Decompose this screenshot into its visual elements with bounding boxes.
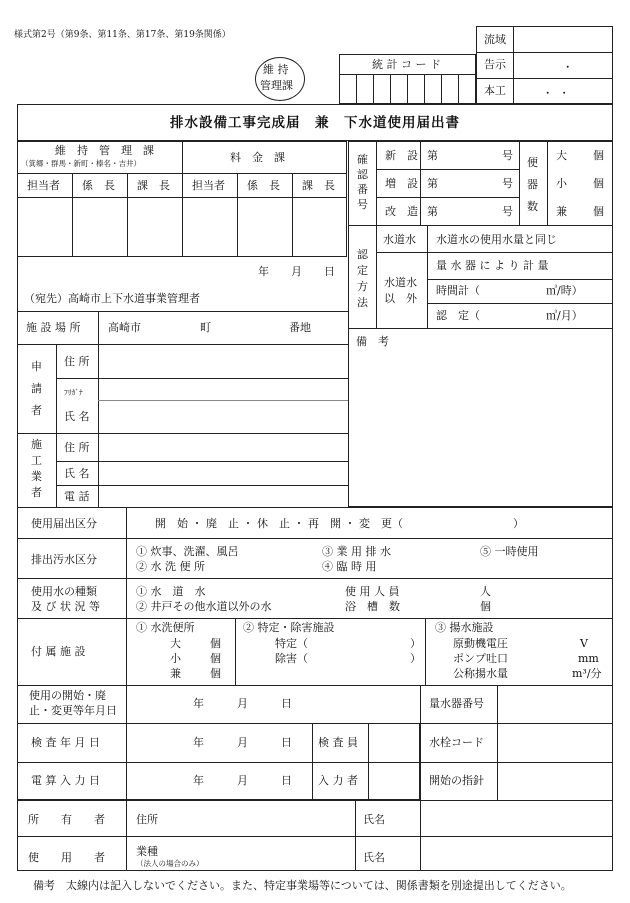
footer-note: 備考 太線内は記入しないでください。また、特定事業場等については、関係書類を別途提出してください。 <box>33 879 572 892</box>
facilities-label: 付 属 施 設 <box>31 645 86 658</box>
cert-meter: 量 水 器 に よ り 計 量 <box>436 259 549 272</box>
toilet-small-unit: 個 <box>593 177 604 190</box>
owner-name-label: 氏名 <box>363 813 385 826</box>
start-date-label-1: 使用の開始・廃 <box>29 689 106 702</box>
main-work-label: 本工 <box>484 84 506 97</box>
confirm-go-1: 号 <box>502 149 513 162</box>
confirm-new: 新 設 <box>385 149 418 162</box>
facility-special-title: ② 特定・除害施設 <box>243 621 335 634</box>
facility-pump-outlet: ポンプ吐口 <box>453 652 508 665</box>
applicant-name-label: 氏 名 <box>64 410 90 423</box>
facility-toilet-dual: 兼 <box>170 667 181 680</box>
waste-item-2: ② 水 洗 便 所 <box>136 560 205 573</box>
submission-date: 年 月 日 <box>258 265 335 278</box>
fee-division: 料 金 課 <box>230 151 285 164</box>
site-label: 施 設 場 所 <box>26 321 81 334</box>
notice-label: 告示 <box>484 58 506 71</box>
usage-class-label: 使用届出区分 <box>31 517 97 530</box>
toilet-large: 大 <box>556 149 567 162</box>
facility-pump-rate: 公称揚水量 <box>453 667 508 680</box>
toilet-large-unit: 個 <box>593 149 604 162</box>
cert-non-tap-water: 水道水以 外 <box>384 276 417 305</box>
confirm-extend: 増 設 <box>385 177 418 190</box>
confirm-number-label: 確認番号 <box>357 153 368 211</box>
hydrant-code-label: 水栓コード <box>429 736 484 749</box>
confirm-remodel: 改 造 <box>385 205 418 218</box>
facility-toilet-large-unit: 個 <box>210 637 221 650</box>
waste-class-label: 排出汚水区分 <box>31 553 97 566</box>
facility-toilet-title: ① 水洗便所 <box>136 621 195 634</box>
applicant-address-label: 住 所 <box>64 355 90 368</box>
role-2: 係 長 <box>82 179 115 192</box>
computer-input-date-label: 電 算 入 力 日 <box>31 774 100 787</box>
inspection-date-value: 年 月 日 <box>193 736 292 749</box>
user-name-label: 氏名 <box>363 851 385 864</box>
user-industry-note: （法人の場合のみ） <box>136 859 204 868</box>
role-5: 係 長 <box>247 179 280 192</box>
users-count-label: 使 用 人 員 <box>345 585 400 598</box>
computer-input-date-value: 年 月 日 <box>193 774 292 787</box>
usage-class-value: 開 始 ・ 廃 止 ・ 休 止 ・ 再 開 ・ 変 更（ ） <box>155 517 524 530</box>
user-industry-label: 業種 <box>136 845 158 858</box>
cert-hour-meter: 時間計（ ㎥/時） <box>436 284 583 297</box>
role-6: 課 長 <box>302 179 335 192</box>
facility-special-close: ） <box>410 637 421 650</box>
cert-approved: 認 定（ ㎥/月） <box>436 309 583 322</box>
facility-pump-outlet-unit: mm <box>578 652 599 665</box>
role-1: 担当者 <box>27 179 60 192</box>
site-city: 高崎市 <box>108 321 141 334</box>
meter-number-label: 量水器番号 <box>429 697 484 710</box>
start-reading-label: 開始の指針 <box>429 774 484 787</box>
main-work-value: ． ． <box>546 83 574 96</box>
inspector-label: 検 査 員 <box>318 736 358 749</box>
cert-tap-water: 水道水 <box>383 233 416 246</box>
facility-toilet-dual-unit: 個 <box>210 667 221 680</box>
role-4: 担当者 <box>192 179 225 192</box>
inputter-label: 入 力 者 <box>318 774 358 787</box>
bath-count-unit: 個 <box>480 600 491 613</box>
form-title: 排水設備工事完成届 兼 下水道使用届出書 <box>170 115 460 131</box>
stats-code-label: 統 計 コ ー ド <box>372 58 441 71</box>
confirm-go-2: 号 <box>502 177 513 190</box>
site-town: 町 <box>200 321 211 334</box>
water-type-well: ② 井戸その他水道以外の水 <box>136 600 272 613</box>
facility-motor-voltage-unit: V <box>580 637 588 650</box>
facility-toilet-small-unit: 個 <box>210 652 221 665</box>
stamp-line-2: 管理課 <box>260 79 293 92</box>
facility-special: 特定（ <box>275 637 308 650</box>
confirm-go-3: 号 <box>502 205 513 218</box>
toilet-dual: 兼 <box>556 205 567 218</box>
confirm-no-2: 第 <box>427 177 438 190</box>
notice-value: ． <box>566 57 577 70</box>
waste-item-5: ⑤ 一時使用 <box>480 545 539 558</box>
waste-item-1: ① 炊事、洗濯、風呂 <box>136 545 239 558</box>
facility-toilet-large: 大 <box>170 637 181 650</box>
water-type-label-2: 及 び 状 況 等 <box>31 600 100 613</box>
addressee: （宛先）高崎市上下水道事業管理者 <box>24 292 200 305</box>
inspection-date-label: 検 査 年 月 日 <box>31 736 100 749</box>
maintenance-division: 維 持 管 理 課 <box>55 144 154 157</box>
users-count-unit: 人 <box>480 585 491 598</box>
official-use-box <box>348 141 613 507</box>
start-date-label-2: 止・変更等年月日 <box>29 704 117 717</box>
facility-pump-title: ③ 揚水施設 <box>435 621 494 634</box>
remarks-label: 備 考 <box>356 335 389 348</box>
facility-removal: 除害（ <box>275 652 308 665</box>
facility-pump-rate-unit: m³/分 <box>572 667 602 680</box>
site-lot: 番地 <box>289 321 311 334</box>
certification-method-label: 認定方法 <box>357 248 368 309</box>
water-type-tap: ① 水 道 水 <box>136 585 206 598</box>
toilet-count-label: 便器数 <box>527 156 538 213</box>
water-type-label-1: 使用水の種類 <box>31 585 97 598</box>
toilet-dual-unit: 個 <box>593 205 604 218</box>
role-3: 課 長 <box>137 179 170 192</box>
facility-motor-voltage: 原動機電圧 <box>453 637 508 650</box>
waste-item-4: ④ 臨 時 用 <box>322 560 377 573</box>
toilet-small: 小 <box>556 177 567 190</box>
waste-item-3: ③ 業 用 排 水 <box>322 545 391 558</box>
contractor-label: 施工業者 <box>31 438 42 499</box>
start-date-value: 年 月 日 <box>193 697 292 710</box>
owner-label: 所 有 者 <box>28 813 105 826</box>
confirm-no-3: 第 <box>427 205 438 218</box>
stamp-line-1: 維 持 <box>263 63 289 76</box>
applicant-label: 申請者 <box>31 360 42 417</box>
contractor-phone-label: 電 話 <box>64 490 90 503</box>
owner-address-label: 住所 <box>136 813 158 826</box>
form-number: 様式第2号（第9条、第11条、第17条、第19条関係） <box>14 30 231 40</box>
basin-label: 流域 <box>484 33 506 46</box>
user-label: 使 用 者 <box>28 851 105 864</box>
applicant-kana-label: ﾌﾘｶﾞﾅ <box>64 388 83 397</box>
cert-tap-water-value: 水道水の使用水量と同じ <box>436 233 557 246</box>
confirm-no-1: 第 <box>427 149 438 162</box>
contractor-address-label: 住 所 <box>64 441 90 454</box>
facility-toilet-small: 小 <box>170 652 181 665</box>
contractor-name-label: 氏 名 <box>64 467 90 480</box>
bath-count-label: 浴 槽 数 <box>345 600 400 613</box>
maintenance-branches: （箕郷・群馬・新町・榛名・吉井） <box>21 159 141 168</box>
facility-removal-close: ） <box>410 652 421 665</box>
